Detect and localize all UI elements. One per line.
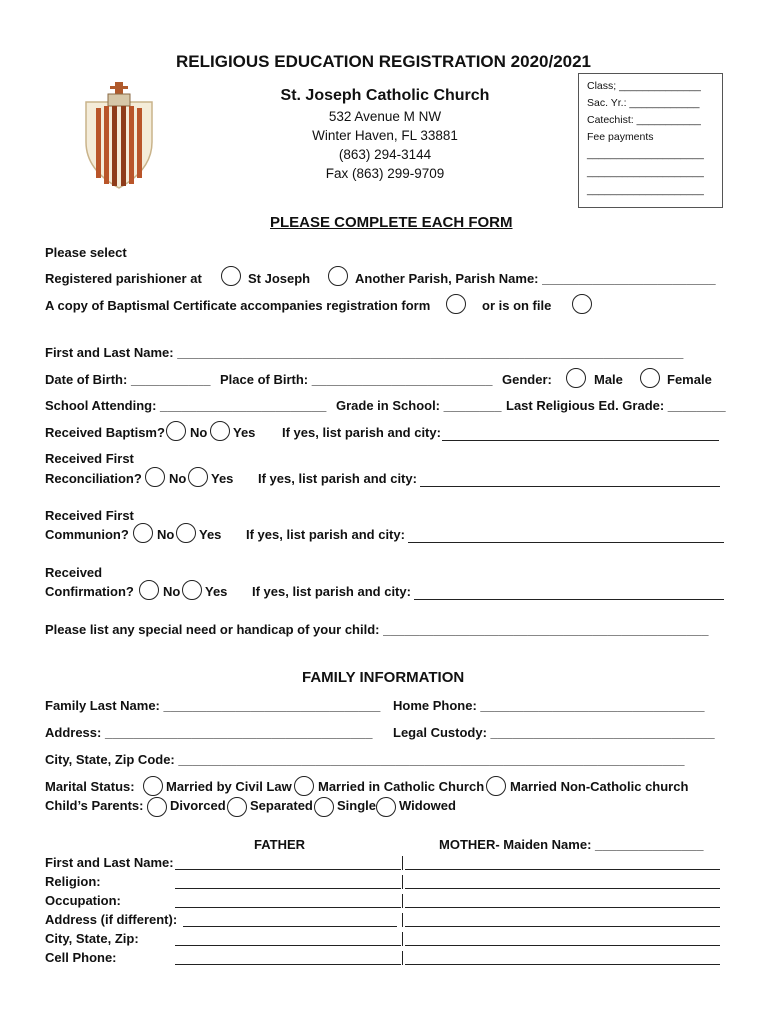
family-address-field[interactable]: Address: _____________________________________ <box>45 725 373 740</box>
confirmation-parish-line[interactable] <box>414 599 724 600</box>
on-file-label: or is on file <box>482 298 552 313</box>
dob-field[interactable]: Date of Birth: ___________ <box>45 372 211 387</box>
civil-law-label: Married by Civil Law <box>166 779 292 794</box>
communion-if-yes-label: If yes, list parish and city: <box>246 527 405 542</box>
childs-parents-label: Child’s Parents: <box>45 798 144 813</box>
baptismal-accompanies-radio[interactable] <box>446 294 466 314</box>
confirmation-no-radio[interactable] <box>139 580 159 600</box>
marital-status-label: Marital Status: <box>45 779 135 794</box>
church-name: St. Joseph Catholic Church <box>280 87 490 104</box>
another-parish-field[interactable]: Another Parish, Parish Name: ________________________ <box>355 271 716 286</box>
on-file-radio[interactable] <box>572 294 592 314</box>
st-joseph-label: St Joseph <box>248 271 311 286</box>
father-religion-line[interactable] <box>175 888 401 889</box>
mother-name-line[interactable] <box>405 869 720 870</box>
baptism-parish-line[interactable] <box>442 440 719 441</box>
gender-label: Gender: <box>502 372 552 387</box>
parent-row-label: Cell Phone: <box>45 950 117 965</box>
catholic-church-radio[interactable] <box>294 776 314 796</box>
baptism-if-yes-label: If yes, list parish and city: <box>282 425 441 440</box>
column-divider <box>402 932 403 946</box>
mother-column-heading: MOTHER- Maiden Name: _______________ <box>439 837 704 852</box>
catholic-church-label: Married in Catholic Church <box>318 779 485 794</box>
school-field[interactable]: School Attending: _______________________ <box>45 398 327 413</box>
yes-label: Yes <box>205 584 228 599</box>
office-fee: Fee payments <box>587 131 654 143</box>
baptism-label: Received Baptism? <box>45 425 165 440</box>
communion-label-2: Communion? <box>45 527 129 542</box>
yes-label: Yes <box>233 425 256 440</box>
father-address-line[interactable] <box>183 926 397 927</box>
family-last-name-field[interactable]: Family Last Name: ______________________________ <box>45 698 381 713</box>
parent-row-label: Religion: <box>45 874 101 889</box>
male-label: Male <box>594 372 623 387</box>
mother-religion-line[interactable] <box>405 888 720 889</box>
female-radio[interactable] <box>640 368 660 388</box>
female-label: Female <box>667 372 712 387</box>
church-phone: (863) 294-3144 <box>338 147 432 162</box>
communion-yes-radio[interactable] <box>176 523 196 543</box>
mother-address-line[interactable] <box>405 926 720 927</box>
office-blank-line: ____________________ <box>587 166 704 178</box>
widowed-label: Widowed <box>399 798 456 813</box>
father-city-line[interactable] <box>175 945 401 946</box>
column-divider <box>402 951 403 965</box>
no-label: No <box>169 471 187 486</box>
confirmation-yes-radio[interactable] <box>182 580 202 600</box>
pob-field[interactable]: Place of Birth: _________________________ <box>220 372 493 387</box>
child-name-field[interactable]: First and Last Name: ______________________________________________________________________ <box>45 345 684 360</box>
special-need-field[interactable]: Please list any special need or handicap of your child: _____________________________________________ <box>45 622 709 637</box>
office-blank-line: ____________________ <box>587 148 704 160</box>
reconciliation-label-2: Reconciliation? <box>45 471 142 486</box>
parent-row-label: Address (if different): <box>45 912 178 927</box>
confirmation-label-1: Received <box>45 565 103 580</box>
divorced-radio[interactable] <box>147 797 167 817</box>
no-label: No <box>157 527 175 542</box>
family-heading: FAMILY INFORMATION <box>302 669 465 686</box>
column-divider <box>402 875 403 889</box>
father-name-line[interactable] <box>175 869 401 870</box>
divorced-label: Divorced <box>170 798 226 813</box>
baptism-yes-radio[interactable] <box>210 421 230 441</box>
confirmation-label-2: Confirmation? <box>45 584 134 599</box>
mother-occupation-line[interactable] <box>405 907 720 908</box>
parent-row-label: First and Last Name: <box>45 855 174 870</box>
reconciliation-yes-radio[interactable] <box>188 467 208 487</box>
church-address-line1: 532 Avenue M NW <box>328 109 442 124</box>
no-label: No <box>163 584 181 599</box>
parent-row-label: City, State, Zip: <box>45 931 139 946</box>
non-catholic-label: Married Non-Catholic church <box>510 779 689 794</box>
father-occupation-line[interactable] <box>175 907 401 908</box>
baptism-no-radio[interactable] <box>166 421 186 441</box>
legal-custody-field[interactable]: Legal Custody: _______________________________ <box>393 725 715 740</box>
non-catholic-radio[interactable] <box>486 776 506 796</box>
mother-city-line[interactable] <box>405 945 720 946</box>
yes-label: Yes <box>199 527 222 542</box>
office-sac-yr: Sac. Yr.: ____________ <box>587 97 700 109</box>
separated-radio[interactable] <box>227 797 247 817</box>
section-heading-complete: PLEASE COMPLETE EACH FORM <box>270 214 513 231</box>
office-use-box <box>578 73 723 208</box>
single-radio[interactable] <box>314 797 334 817</box>
please-select-label: Please select <box>45 245 127 260</box>
family-city-field[interactable]: City, State, Zip Code: ______________________________________________________________________ <box>45 752 685 767</box>
single-label: Single <box>337 798 377 813</box>
st-joseph-radio[interactable] <box>221 266 241 286</box>
registered-label: Registered parishioner at <box>45 271 202 286</box>
church-address-line2: Winter Haven, FL 33881 <box>312 128 458 143</box>
widowed-radio[interactable] <box>376 797 396 817</box>
father-cell-line[interactable] <box>175 964 401 965</box>
form-title: RELIGIOUS EDUCATION REGISTRATION 2020/2021 <box>176 52 592 71</box>
office-blank-line: ____________________ <box>587 184 704 196</box>
column-divider <box>402 913 403 927</box>
grade-field[interactable]: Grade in School: ________ <box>336 398 502 413</box>
civil-law-radio[interactable] <box>143 776 163 796</box>
communion-no-radio[interactable] <box>133 523 153 543</box>
communion-label-1: Received First <box>45 508 134 523</box>
reconciliation-if-yes-label: If yes, list parish and city: <box>258 471 417 486</box>
separated-label: Separated <box>250 798 313 813</box>
last-grade-field[interactable]: Last Religious Ed. Grade: ________ <box>506 398 726 413</box>
office-class: Class; ______________ <box>587 80 701 92</box>
column-divider <box>402 856 403 870</box>
father-column-heading: FATHER <box>254 837 306 852</box>
reconciliation-label-1: Received First <box>45 451 134 466</box>
church-logo <box>82 80 156 192</box>
reconciliation-no-radio[interactable] <box>145 467 165 487</box>
column-divider <box>402 894 403 908</box>
office-catechist: Catechist: ___________ <box>587 114 701 126</box>
parent-row-label: Occupation: <box>45 893 121 908</box>
reconciliation-parish-line[interactable] <box>420 486 720 487</box>
mother-cell-line[interactable] <box>405 964 720 965</box>
male-radio[interactable] <box>566 368 586 388</box>
confirmation-if-yes-label: If yes, list parish and city: <box>252 584 411 599</box>
communion-parish-line[interactable] <box>408 542 724 543</box>
home-phone-field[interactable]: Home Phone: _______________________________ <box>393 698 705 713</box>
baptismal-copy-label: A copy of Baptismal Certificate accompanies registration form <box>45 298 431 313</box>
church-fax: Fax (863) 299-9709 <box>325 166 445 181</box>
yes-label: Yes <box>211 471 234 486</box>
another-parish-radio[interactable] <box>328 266 348 286</box>
no-label: No <box>190 425 208 440</box>
